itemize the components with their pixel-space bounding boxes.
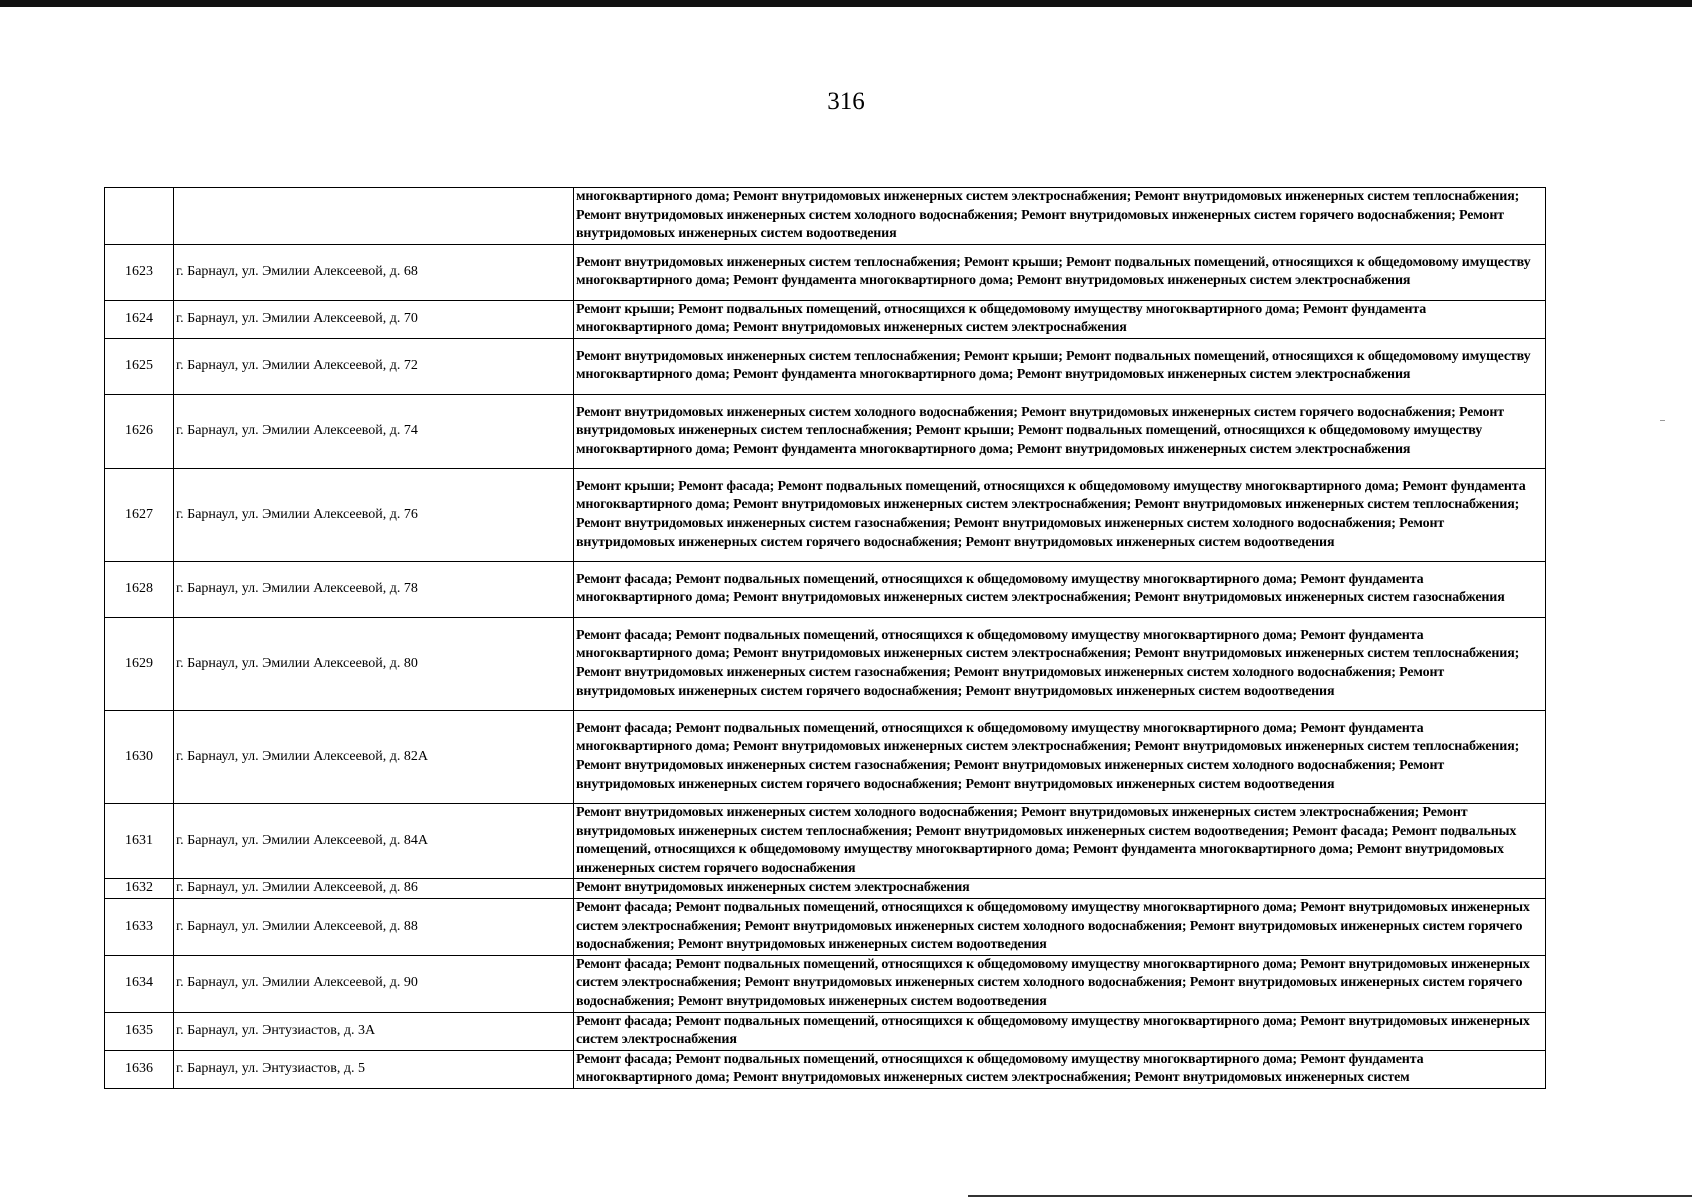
- table-row: [105, 338, 1546, 394]
- row-number: 1633: [105, 898, 174, 955]
- row-number: 1627: [105, 468, 174, 561]
- works-table: [104, 187, 1546, 1089]
- table-row: [105, 879, 1546, 899]
- row-address: г. Барнаул, ул. Эмилии Алексеевой, д. 70: [174, 300, 574, 338]
- row-works: Ремонт фасада; Ремонт подвальных помещений, относящихся к общедомовому имуществу многоквартирного дома; Ремонт внутридомовых инженерных систем электроснабжения; Ремонт внутридомовых инженерных систем холодного водоснабжения; Ремонт внутридомовых инженерных систем горячего водоснабжения; Ремонт внутридомовых инженерных систем водоотведения: [574, 898, 1546, 955]
- row-address: г. Барнаул, ул. Эмилии Алексеевой, д. 74: [174, 394, 574, 468]
- row-number: 1623: [105, 244, 174, 300]
- row-works: Ремонт внутридомовых инженерных систем электроснабжения: [574, 879, 1546, 899]
- table-row: [105, 300, 1546, 338]
- row-number: 1632: [105, 879, 174, 899]
- table-row: [105, 188, 1546, 245]
- row-works: Ремонт внутридомовых инженерных систем теплоснабжения; Ремонт крыши; Ремонт подвальных помещений, относящихся к общедомовому имуществу многоквартирного дома; Ремонт фундамента многоквартирного дома; Ремонт внутридомовых инженерных систем электроснабжения: [574, 244, 1546, 300]
- row-address: г. Барнаул, ул. Эмилии Алексеевой, д. 82А: [174, 710, 574, 803]
- works-table-body: [105, 188, 1546, 1089]
- row-number: 1624: [105, 300, 174, 338]
- row-address: г. Барнаул, ул. Эмилии Алексеевой, д. 86: [174, 879, 574, 899]
- row-address: г. Барнаул, ул. Энтузиастов, д. 3А: [174, 1012, 574, 1050]
- scan-top-border: [0, 0, 1692, 7]
- row-works: Ремонт фасада; Ремонт подвальных помещений, относящихся к общедомовому имуществу многоквартирного дома; Ремонт фундамента многоквартирного дома; Ремонт внутридомовых инженерных систем электроснабжения; Ремонт внутридомовых инженерных систем теплоснабжения; Ремонт внутридомовых инженерных систем газоснабжения; Ремонт внутридомовых инженерных систем холодного водоснабжения; Ремонт внутридомовых инженерных систем горячего водоснабжения; Ремонт внутридомовых инженерных систем водоотведения: [574, 710, 1546, 803]
- table-row: [105, 898, 1546, 955]
- table-row: [105, 955, 1546, 1012]
- row-works: Ремонт фасада; Ремонт подвальных помещений, относящихся к общедомовому имуществу многоквартирного дома; Ремонт фундамента многоквартирного дома; Ремонт внутридомовых инженерных систем электроснабжения; Ремонт внутридомовых инженерных систем газоснабжения: [574, 561, 1546, 617]
- row-number: 1634: [105, 955, 174, 1012]
- row-address: г. Барнаул, ул. Эмилии Алексеевой, д. 68: [174, 244, 574, 300]
- table-row: [105, 803, 1546, 878]
- row-works: Ремонт фасада; Ремонт подвальных помещений, относящихся к общедомовому имуществу многоквартирного дома; Ремонт внутридомовых инженерных систем электроснабжения: [574, 1012, 1546, 1050]
- row-number: 1629: [105, 617, 174, 710]
- row-works: Ремонт внутридомовых инженерных систем холодного водоснабжения; Ремонт внутридомовых инженерных систем горячего водоснабжения; Ремонт внутридомовых инженерных систем теплоснабжения; Ремонт крыши; Ремонт подвальных помещений, относящихся к общедомовому имуществу многоквартирного дома; Ремонт фундамента многоквартирного дома; Ремонт внутридомовых инженерных систем электроснабжения: [574, 394, 1546, 468]
- row-address: г. Барнаул, ул. Эмилии Алексеевой, д. 78: [174, 561, 574, 617]
- scan-bottom-line: [968, 1195, 1692, 1197]
- row-works: Ремонт фасада; Ремонт подвальных помещений, относящихся к общедомовому имуществу многоквартирного дома; Ремонт фундамента многоквартирного дома; Ремонт внутридомовых инженерных систем электроснабжения; Ремонт внутридомовых инженерных систем: [574, 1050, 1546, 1088]
- row-number: 1628: [105, 561, 174, 617]
- row-works: Ремонт фасада; Ремонт подвальных помещений, относящихся к общедомовому имуществу многоквартирного дома; Ремонт фундамента многоквартирного дома; Ремонт внутридомовых инженерных систем электроснабжения; Ремонт внутридомовых инженерных систем теплоснабжения; Ремонт внутридомовых инженерных систем газоснабжения; Ремонт внутридомовых инженерных систем холодного водоснабжения; Ремонт внутридомовых инженерных систем горячего водоснабжения; Ремонт внутридомовых инженерных систем водоотведения: [574, 617, 1546, 710]
- row-number: 1636: [105, 1050, 174, 1088]
- row-address: г. Барнаул, ул. Эмилии Алексеевой, д. 90: [174, 955, 574, 1012]
- table-row: [105, 710, 1546, 803]
- row-works: многоквартирного дома; Ремонт внутридомовых инженерных систем электроснабжения; Ремонт внутридомовых инженерных систем теплоснабжения; Ремонт внутридомовых инженерных систем холодного водоснабжения; Ремонт внутридомовых инженерных систем горячего водоснабжения; Ремонт внутридомовых инженерных систем водоотведения: [574, 188, 1546, 245]
- row-address: г. Барнаул, ул. Эмилии Алексеевой, д. 80: [174, 617, 574, 710]
- row-works: Ремонт фасада; Ремонт подвальных помещений, относящихся к общедомовому имуществу многоквартирного дома; Ремонт внутридомовых инженерных систем электроснабжения; Ремонт внутридомовых инженерных систем холодного водоснабжения; Ремонт внутридомовых инженерных систем горячего водоснабжения; Ремонт внутридомовых инженерных систем водоотведения: [574, 955, 1546, 1012]
- row-address: г. Барнаул, ул. Эмилии Алексеевой, д. 76: [174, 468, 574, 561]
- table-row: [105, 468, 1546, 561]
- row-address: г. Барнаул, ул. Эмилии Алексеевой, д. 88: [174, 898, 574, 955]
- table-row: [105, 1012, 1546, 1050]
- scan-artifact: [1660, 420, 1665, 421]
- table-row: [105, 1050, 1546, 1088]
- row-works: Ремонт внутридомовых инженерных систем теплоснабжения; Ремонт крыши; Ремонт подвальных помещений, относящихся к общедомовому имуществу многоквартирного дома; Ремонт фундамента многоквартирного дома; Ремонт внутридомовых инженерных систем электроснабжения: [574, 338, 1546, 394]
- row-number: 1635: [105, 1012, 174, 1050]
- row-address: г. Барнаул, ул. Эмилии Алексеевой, д. 72: [174, 338, 574, 394]
- table-row: [105, 617, 1546, 710]
- row-works: Ремонт внутридомовых инженерных систем холодного водоснабжения; Ремонт внутридомовых инженерных систем электроснабжения; Ремонт внутридомовых инженерных систем теплоснабжения; Ремонт внутридомовых инженерных систем водоотведения; Ремонт фасада; Ремонт подвальных помещений, относящихся к общедомовому имуществу многоквартирного дома; Ремонт фундамента многоквартирного дома; Ремонт внутридомовых инженерных систем горячего водоснабжения: [574, 803, 1546, 878]
- row-number: 1625: [105, 338, 174, 394]
- row-number: 1630: [105, 710, 174, 803]
- row-address: г. Барнаул, ул. Энтузиастов, д. 5: [174, 1050, 574, 1088]
- row-address: г. Барнаул, ул. Эмилии Алексеевой, д. 84А: [174, 803, 574, 878]
- row-number: 1626: [105, 394, 174, 468]
- row-number: [105, 188, 174, 245]
- row-works: Ремонт крыши; Ремонт фасада; Ремонт подвальных помещений, относящихся к общедомовому имуществу многоквартирного дома; Ремонт фундамента многоквартирного дома; Ремонт внутридомовых инженерных систем электроснабжения; Ремонт внутридомовых инженерных систем теплоснабжения; Ремонт внутридомовых инженерных систем газоснабжения; Ремонт внутридомовых инженерных систем холодного водоснабжения; Ремонт внутридомовых инженерных систем горячего водоснабжения; Ремонт внутридомовых инженерных систем водоотведения: [574, 468, 1546, 561]
- table-row: [105, 394, 1546, 468]
- row-address: [174, 188, 574, 245]
- row-works: Ремонт крыши; Ремонт подвальных помещений, относящихся к общедомовому имуществу многоквартирного дома; Ремонт фундамента многоквартирного дома; Ремонт внутридомовых инженерных систем электроснабжения: [574, 300, 1546, 338]
- row-number: 1631: [105, 803, 174, 878]
- page-number: 316: [827, 88, 865, 115]
- table-row: [105, 244, 1546, 300]
- table-row: [105, 561, 1546, 617]
